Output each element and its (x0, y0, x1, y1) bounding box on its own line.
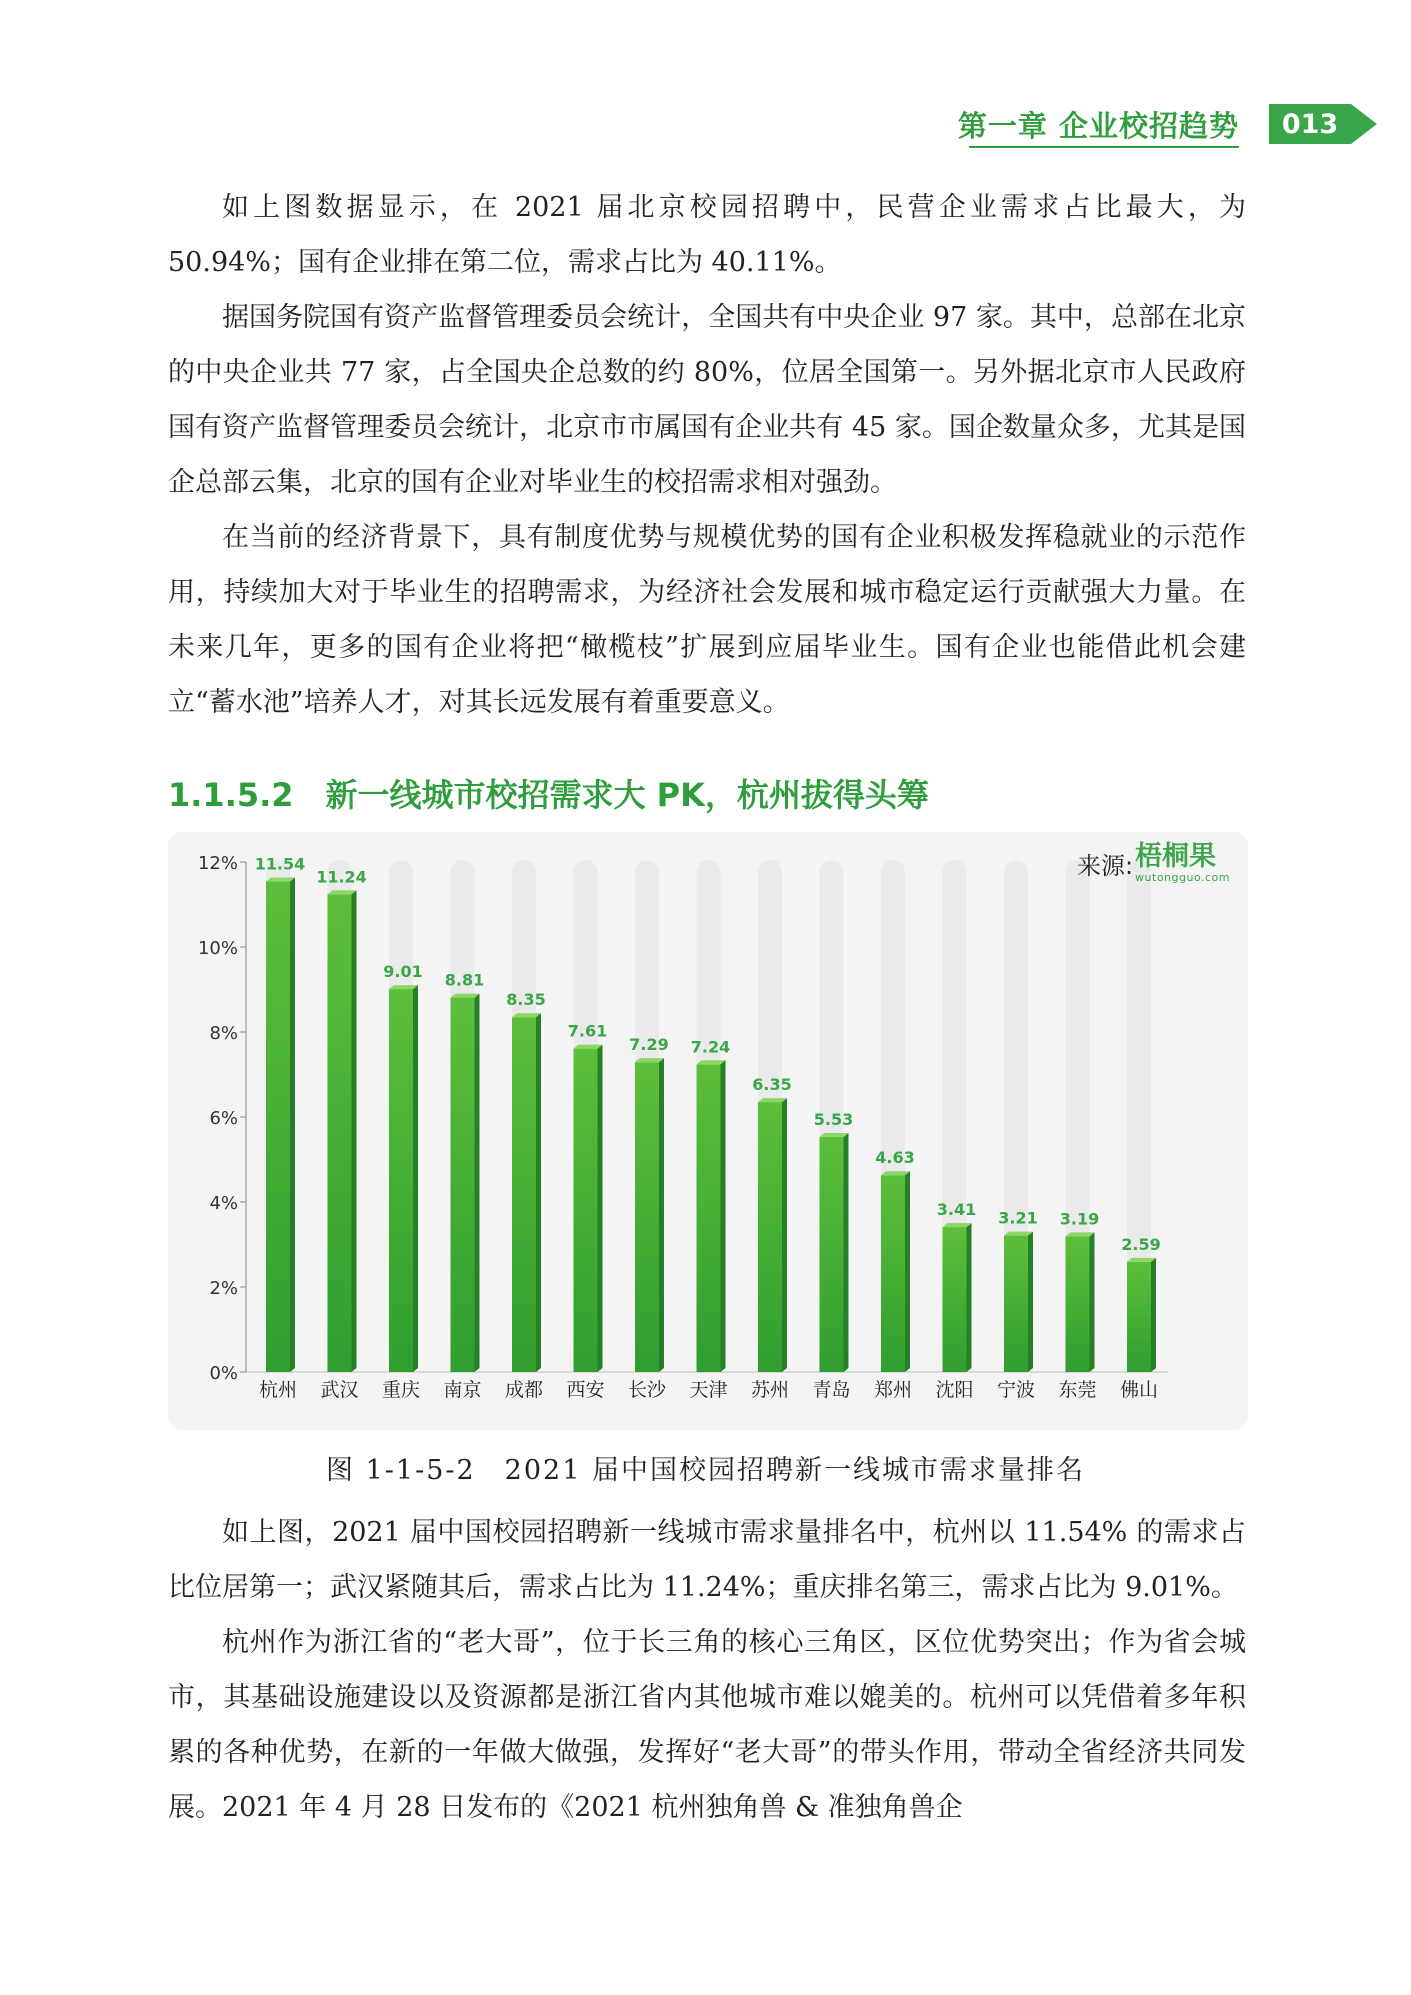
bar-side (413, 985, 418, 1372)
bar-value-label: 5.53 (813, 1109, 854, 1129)
x-tick-label: 武汉 (320, 1379, 359, 1401)
bar-value-label: 8.81 (444, 970, 485, 990)
wutongguo-logo (1135, 842, 1230, 884)
bar-side (782, 1098, 787, 1372)
x-tick-label: 重庆 (381, 1379, 421, 1401)
bar-side (475, 994, 480, 1372)
bar (328, 894, 352, 1372)
paragraph-economic-background: 在当前的经济背景下，具有制度优势与规模优势的国有企业积极发挥稳就业的示范作用，持续加大对于毕业生的招聘需求，为经济社会发展和城市稳定运行贡献强大力量。在未来几年，更多的国有企业将把“橄榄枝”扩展到应届毕业生。国有企业也能借此机会建立“蓄水池”培养人才，对其长远发展有着重要意义。 (168, 522, 1246, 718)
x-tick-label: 沈阳 (935, 1379, 974, 1401)
source-label: 来源: (1076, 852, 1134, 880)
bar-top (943, 1223, 972, 1227)
x-tick-label: 宁波 (996, 1379, 1036, 1401)
bar-top (697, 1060, 726, 1064)
bar (820, 1137, 844, 1372)
section-heading: 1.1.5.2 新一线城市校招需求大 PK，杭州拔得头筹 (168, 776, 929, 814)
paragraph-ranking-summary: 如上图，2021 届中国校园招聘新一线城市需求量排名中，杭州以 11.54% 的需求占比位居第一；武汉紧随其后，需求占比为 11.24%；重庆排名第三，需求占比为 9.01%。 (168, 1517, 1246, 1603)
bar (697, 1064, 721, 1372)
chapter-title-underline (969, 146, 1239, 148)
bar-side (659, 1058, 664, 1372)
bar-value-label: 3.21 (998, 1208, 1038, 1228)
x-tick-label: 长沙 (627, 1379, 667, 1401)
logo-url: wutongguo.com (1135, 871, 1230, 884)
bar-value-label: 2.59 (1121, 1234, 1161, 1254)
bar-top (820, 1133, 849, 1137)
bar-value-label: 9.01 (383, 962, 423, 982)
y-tick-label: 0% (209, 1363, 238, 1384)
x-tick-label: 南京 (443, 1379, 482, 1401)
bar (758, 1102, 782, 1372)
bar-value-label: 4.63 (875, 1148, 915, 1168)
bar-top (266, 878, 295, 882)
bar (881, 1175, 905, 1372)
bar (451, 998, 475, 1372)
bar-value-label: 11.24 (316, 867, 367, 887)
bar-side (721, 1060, 726, 1372)
bar-value-label: 7.61 (567, 1021, 608, 1041)
bar-value-label: 3.41 (936, 1200, 977, 1220)
bar-top (635, 1058, 664, 1062)
bar-top (512, 1013, 541, 1017)
bar (943, 1227, 967, 1372)
paragraph-central-enterprises: 据国务院国有资产监督管理委员会统计，全国共有中央企业 97 家。其中，总部在北京的中央企业共 77 家，占全国央企总数的约 80%，位居全国第一。另外据北京市人民政府国有资产监督管理委员会统计，北京市市属国有企业共有 45 家。国企数量众多，尤其是国企总部云集，北京的国有企业对毕业生的校招需求相对强劲。 (168, 302, 1246, 498)
x-tick-label: 青岛 (812, 1379, 851, 1401)
bar (1004, 1236, 1028, 1372)
bar-side (352, 890, 357, 1372)
chapter-title: 第一章 企业校招趋势 (957, 109, 1239, 143)
bar-top (451, 994, 480, 998)
figure-caption: 图 1-1-5-2 2021 届中国校园招聘新一线城市需求量排名 (326, 1455, 1085, 1486)
bar-top (881, 1171, 910, 1175)
y-tick-label: 4% (209, 1193, 238, 1214)
page-number-arrow-icon (1351, 104, 1377, 144)
x-tick-label: 天津 (689, 1379, 728, 1401)
paragraph-beijing-demand: 如上图数据显示，在 2021 届北京校园招聘中，民营企业需求占比最大，为 50.94%；国有企业排在第二位，需求占比为 40.11%。 (168, 192, 1246, 278)
logo-name: 梧桐果 (1135, 841, 1217, 872)
bar-top (758, 1098, 787, 1102)
bar-value-label: 3.19 (1059, 1209, 1100, 1229)
bar-top (574, 1045, 603, 1049)
y-tick-label: 2% (209, 1278, 238, 1299)
bar (266, 882, 290, 1372)
y-tick-label: 10% (197, 938, 238, 959)
x-tick-label: 东莞 (1058, 1379, 1097, 1401)
bar (574, 1049, 598, 1372)
page-number: 013 (1269, 104, 1351, 144)
x-tick-label: 杭州 (258, 1379, 298, 1401)
x-tick-label: 西安 (566, 1379, 605, 1401)
chart-source (1077, 842, 1230, 884)
bar-value-label: 8.35 (506, 990, 546, 1010)
bar-top (1127, 1258, 1156, 1262)
bar-side (967, 1223, 972, 1372)
chart-container (168, 832, 1248, 1430)
bar-value-label: 11.54 (254, 854, 306, 874)
bar (512, 1017, 536, 1372)
bar-side (598, 1045, 603, 1372)
bar (1127, 1262, 1151, 1372)
bar (635, 1062, 659, 1372)
x-tick-label: 成都 (504, 1379, 544, 1401)
bar-side (290, 878, 295, 1372)
bar-side (844, 1133, 849, 1372)
bar-value-label: 7.24 (690, 1037, 731, 1057)
y-tick-label: 12% (197, 853, 238, 874)
bar-side (536, 1013, 541, 1372)
y-tick-label: 8% (209, 1023, 238, 1044)
x-tick-label: 郑州 (873, 1379, 913, 1401)
paragraph-hangzhou: 杭州作为浙江省的“老大哥”，位于长三角的核心三角区，区位优势突出；作为省会城市，其基础设施建设以及资源都是浙江省内其他城市难以媲美的。杭州可以凭借着多年积累的各种优势，在新的一年做大做强，发挥好“老大哥”的带头作用，带动全省经济共同发展。2021 年 4 月 28 日发布的《2021 杭州独角兽 & 准独角兽企 (168, 1627, 1246, 1823)
bar-top (1004, 1232, 1033, 1236)
bar-value-label: 6.35 (752, 1075, 792, 1095)
bar (389, 989, 413, 1372)
bar-top (389, 985, 418, 989)
y-tick-label: 6% (209, 1108, 238, 1129)
bar-value-label: 7.29 (629, 1035, 669, 1055)
bar-top (328, 890, 357, 894)
bar-side (905, 1171, 910, 1372)
bar-chart (168, 832, 1248, 1430)
page-header (891, 100, 1411, 152)
bar-side (1151, 1258, 1156, 1372)
x-tick-label: 佛山 (1119, 1379, 1159, 1401)
bar-top (1066, 1232, 1095, 1236)
bar-side (1028, 1232, 1033, 1372)
x-tick-label: 苏州 (750, 1379, 790, 1401)
bar-side (1090, 1232, 1095, 1372)
bar (1066, 1236, 1090, 1372)
